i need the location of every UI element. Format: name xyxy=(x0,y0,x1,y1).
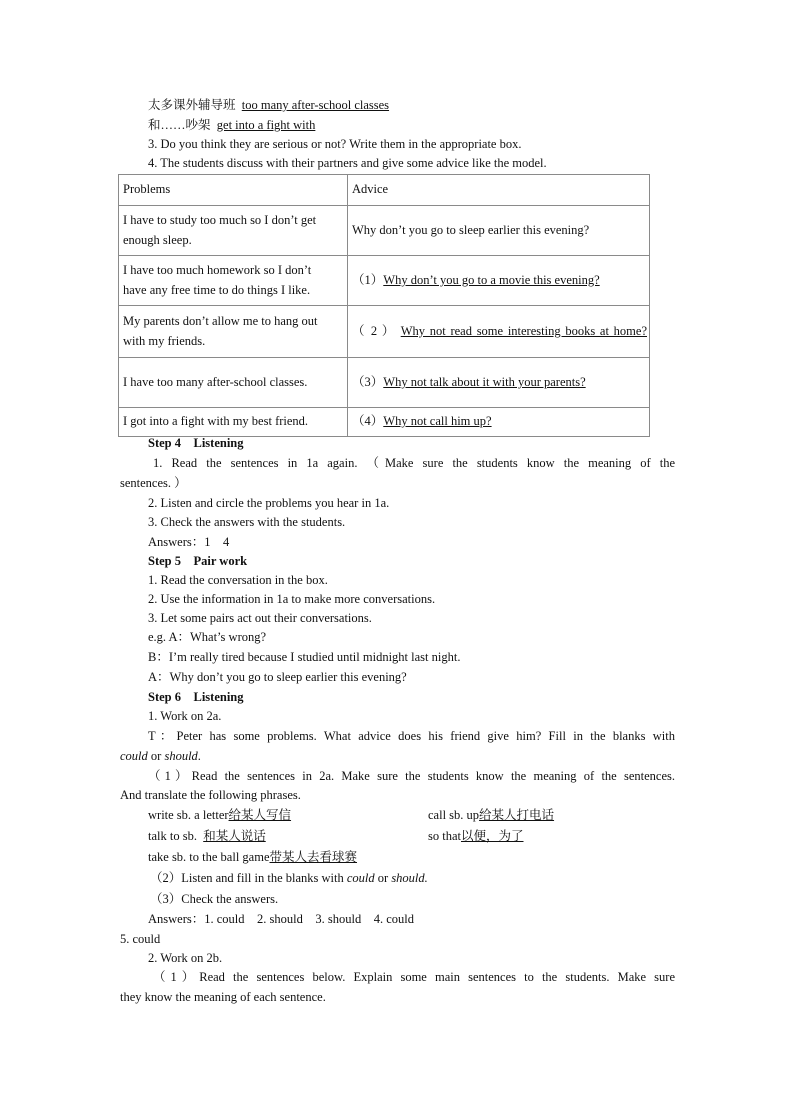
problem-cell: I got into a fight with my best friend. xyxy=(119,408,348,437)
advice-cell: （4）Why not call him up? xyxy=(348,408,650,437)
step6-2b-line: （1）Read the sentences below. Explain some main sentences to the students. Make sure xyxy=(153,970,675,984)
step4-line-2: 2. Listen and circle the problems you hear in 1a. xyxy=(148,496,390,510)
problem-cell: I have to study too much so I don’t get enough sleep. xyxy=(119,206,348,256)
instruction-3: 3. Do you think they are serious or not? Write them in the appropriate box. xyxy=(148,137,522,151)
step5-line-3: 3. Let some pairs act out their conversations. xyxy=(148,611,372,625)
vocab-cn: 太多课外辅导班 xyxy=(148,98,236,112)
table-header-row xyxy=(119,175,650,206)
phrase-item: call sb. up给某人打电话 xyxy=(428,808,555,822)
step6-sub-3: （3）Check the answers. xyxy=(150,892,279,906)
step6-teacher: T：Peter has some problems. What advice does his friend give him? Fill in the blanks with xyxy=(148,729,675,743)
step4-line-1b: sentences. ） xyxy=(120,476,187,490)
table-row xyxy=(119,306,650,358)
step5-line-2: 2. Use the information in 1a to make more conversations. xyxy=(148,592,436,606)
step6-2b-line-2: they know the meaning of each sentence. xyxy=(120,990,326,1004)
step6-sub-1: （1）Read the sentences in 2a. Make sure the students know the meaning of the sentences. xyxy=(148,769,675,783)
table-row xyxy=(119,206,650,256)
step6-heading: Step 6 Listening xyxy=(148,690,244,704)
phrase-item: talk to sb. 和某人说话 xyxy=(148,829,266,843)
problem-cell: I have too many after-school classes. xyxy=(119,358,348,408)
problem-cell: I have too much homework so I don’t have any free time to do things I like. xyxy=(119,256,348,306)
step6-line-2: 2. Work on 2b. xyxy=(148,951,223,965)
table-row xyxy=(119,256,650,306)
step5-b: B：I’m really tired because I studied until midnight last night. xyxy=(148,650,461,664)
vocab-cn: 和……吵架 xyxy=(148,118,211,132)
advice-cell: （1）Why don’t you go to a movie this evening? xyxy=(348,256,650,306)
step4-heading: Step 4 Listening xyxy=(148,436,244,450)
phrase-item: write sb. a letter给某人写信 xyxy=(148,808,292,822)
advice-cell: （3）Why not talk about it with your parents? xyxy=(348,358,650,408)
header-problems: Problems xyxy=(119,175,348,206)
step6-sub-1b: And translate the following phrases. xyxy=(120,788,301,802)
phrase-item: so that以便，为了 xyxy=(428,829,524,843)
header-advice: Advice xyxy=(348,175,650,206)
problem-cell: My parents don’t allow me to hang out with my friends. xyxy=(119,306,348,358)
step6-answers-2: 5. could xyxy=(120,932,161,946)
step4-answers: Answers：1 4 xyxy=(148,535,230,549)
step6-answers: Answers：1. could 2. should 3. should 4. could xyxy=(148,912,414,926)
vocab-en: too many after-school classes xyxy=(241,98,390,112)
step4-line-3: 3. Check the answers with the students. xyxy=(148,515,346,529)
phrase-item: take sb. to the ball game带某人去看球赛 xyxy=(148,850,358,864)
table-row xyxy=(119,408,650,437)
advice-cell: Why don’t you go to sleep earlier this evening? xyxy=(348,206,650,256)
advice-table xyxy=(118,174,650,437)
step5-heading: Step 5 Pair work xyxy=(148,554,248,568)
table-row xyxy=(119,358,650,408)
vocab-line-1 xyxy=(148,96,389,116)
step6-teacher-2: could or should. xyxy=(120,749,201,763)
instruction-4: 4. The students discuss with their partners and give some advice like the model. xyxy=(148,156,547,170)
step6-line-1: 1. Work on 2a. xyxy=(148,709,222,723)
step5-eg: e.g. A：What’s wrong? xyxy=(148,630,267,644)
step5-line-1: 1. Read the conversation in the box. xyxy=(148,573,328,587)
vocab-en: get into a fight with xyxy=(216,118,316,132)
vocab-line-2 xyxy=(148,116,315,136)
step5-a: A：Why don’t you go to sleep earlier this evening? xyxy=(148,670,407,684)
step6-sub-2: （2）Listen and fill in the blanks with could or should. xyxy=(150,871,428,885)
step4-line-1: 1. Read the sentences in 1a again. （Make sure the students know the meaning of the xyxy=(153,456,675,470)
advice-cell: （ 2 ） Why not read some interesting books at home? xyxy=(348,306,650,358)
